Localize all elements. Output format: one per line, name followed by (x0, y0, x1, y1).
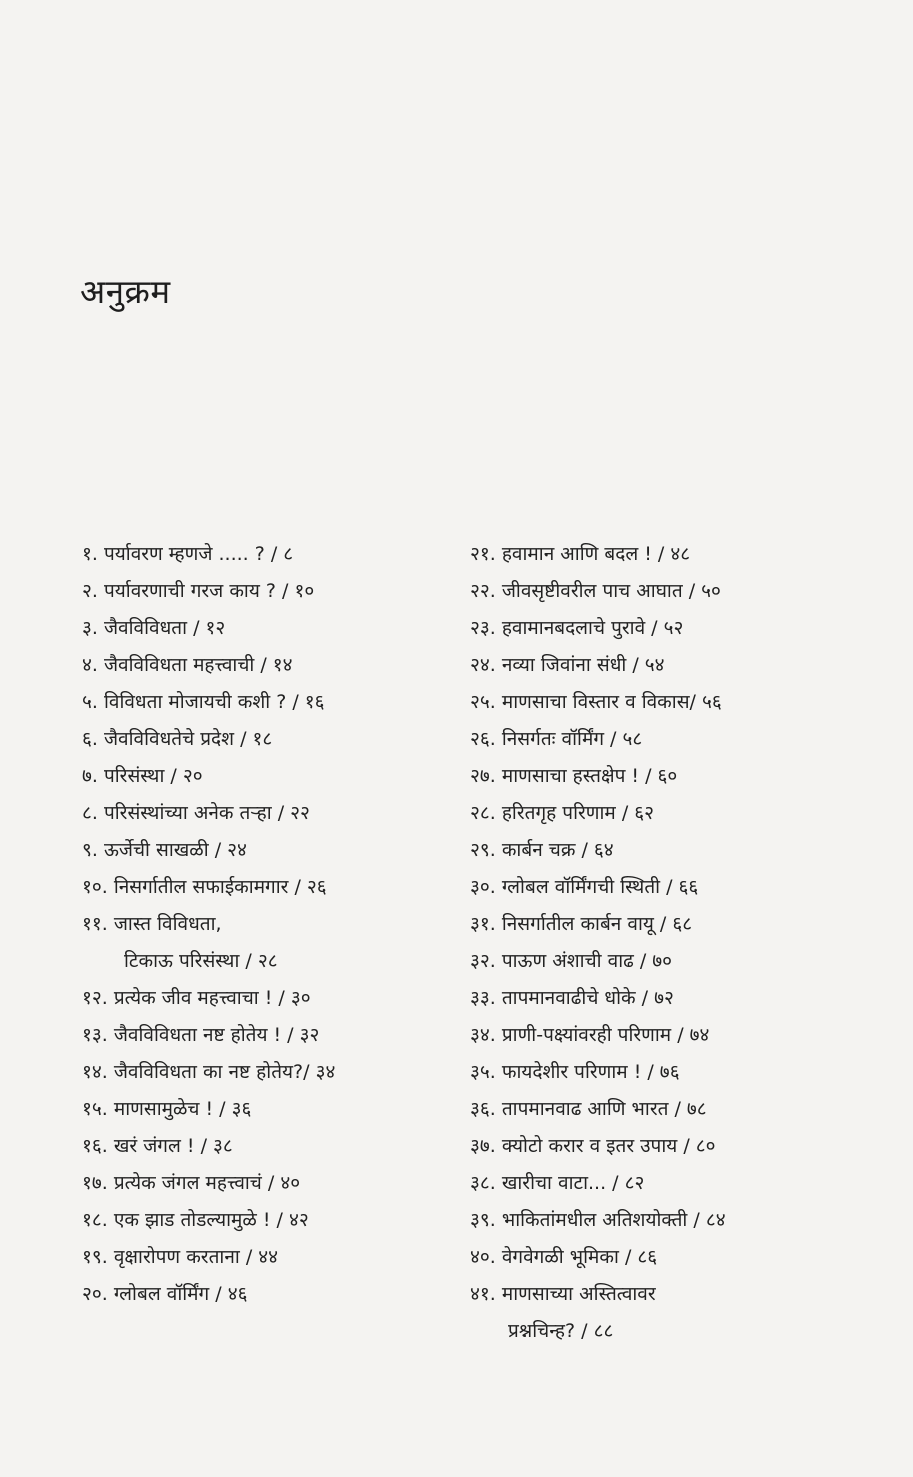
toc-entry: २६. निसर्गतः वॉर्मिंग / ५८ (470, 728, 643, 750)
toc-entry: १३. जैवविविधता नष्ट होतेय ! / ३२ (82, 1024, 320, 1046)
toc-entry: टिकाऊ परिसंस्था / २८ (124, 950, 278, 972)
toc-entry: ६. जैवविविधतेचे प्रदेश / १८ (82, 728, 273, 750)
toc-entry: २९. कार्बन चक्र / ६४ (470, 839, 614, 861)
toc-left-column (82, 536, 335, 1313)
toc-entry: ४०. वेगवेगळी भूमिका / ८६ (470, 1246, 658, 1268)
toc-entry: ९. ऊर्जेची साखळी / २४ (82, 839, 247, 861)
toc-entry: १४. जैवविविधता का नष्ट होतेय?/ ३४ (82, 1061, 336, 1083)
toc-entry: २२. जीवसृष्टीवरील पाच आघात / ५० (470, 580, 721, 602)
toc-entry: २८. हरितगृह परिणाम / ६२ (470, 802, 655, 824)
toc-entry: २१. हवामान आणि बदल ! / ४८ (470, 543, 691, 565)
toc-entry: १९. वृक्षारोपण करताना / ४४ (82, 1246, 279, 1268)
page-title: अनुक्रम (80, 272, 171, 311)
toc-entry: १५. माणसामुळेच ! / ३६ (82, 1098, 252, 1120)
toc-entry: २४. नव्या जिवांना संधी / ५४ (470, 654, 665, 676)
toc-entry: २५. माणसाचा विस्तार व विकास/ ५६ (470, 691, 722, 713)
toc-entry: ३२. पाऊण अंशाची वाढ / ७० (470, 950, 673, 972)
toc-entry: ३१. निसर्गातील कार्बन वायू / ६८ (470, 913, 693, 935)
toc-entry: ३०. ग्लोबल वॉर्मिंगची स्थिती / ६६ (470, 876, 699, 898)
toc-entry: ३. जैवविविधता / १२ (82, 617, 226, 639)
toc-entry: ११. जास्त विविधता, (82, 913, 222, 935)
toc-entry: ३८. खारीचा वाटा... / ८२ (470, 1172, 645, 1194)
toc-entry: २०. ग्लोबल वॉर्मिंग / ४६ (82, 1283, 248, 1305)
toc-entry: १८. एक झाड तोडल्यामुळे ! / ४२ (82, 1209, 309, 1231)
toc-entry: ५. विविधता मोजायची कशी ? / १६ (82, 691, 325, 713)
toc-entry: १२. प्रत्येक जीव महत्त्वाचा ! / ३० (82, 987, 311, 1009)
toc-entry: ४. जैवविविधता महत्त्वाची / १४ (82, 654, 293, 676)
toc-entry: २३. हवामानबदलाचे पुरावे / ५२ (470, 617, 684, 639)
toc-entry: ३६. तापमानवाढ आणि भारत / ७८ (470, 1098, 707, 1120)
toc-entry: ७. परिसंस्था / २० (82, 765, 203, 787)
toc-entry: ३४. प्राणी-पक्ष्यांवरही परिणाम / ७४ (470, 1024, 710, 1046)
toc-entry: ४१. माणसाच्या अस्तित्वावर (470, 1283, 656, 1305)
toc-entry: १७. प्रत्येक जंगल महत्त्वाचं / ४० (82, 1172, 301, 1194)
toc-right-column (470, 536, 726, 1350)
toc-entry: ३५. फायदेशीर परिणाम ! / ७६ (470, 1061, 680, 1083)
toc-entry: प्रश्नचिन्ह? / ८८ (508, 1320, 614, 1342)
toc-entry: १०. निसर्गातील सफाईकामगार / २६ (82, 876, 327, 898)
toc-entry: २७. माणसाचा हस्तक्षेप ! / ६० (470, 765, 678, 787)
toc-entry: २. पर्यावरणाची गरज काय ? / १० (82, 580, 315, 602)
toc-entry: ३३. तापमानवाढीचे धोके / ७२ (470, 987, 674, 1009)
toc-entry: ८. परिसंस्थांच्या अनेक तऱ्हा / २२ (82, 802, 310, 824)
toc-entry: १६. खरं जंगल ! / ३८ (82, 1135, 233, 1157)
toc-entry: ३९. भाकितांमधील अतिशयोक्ती / ८४ (470, 1209, 726, 1231)
toc-entry: १. पर्यावरण म्हणजे ..... ? / ८ (82, 543, 294, 565)
toc-entry: ३७. क्योटो करार व इतर उपाय / ८० (470, 1135, 716, 1157)
